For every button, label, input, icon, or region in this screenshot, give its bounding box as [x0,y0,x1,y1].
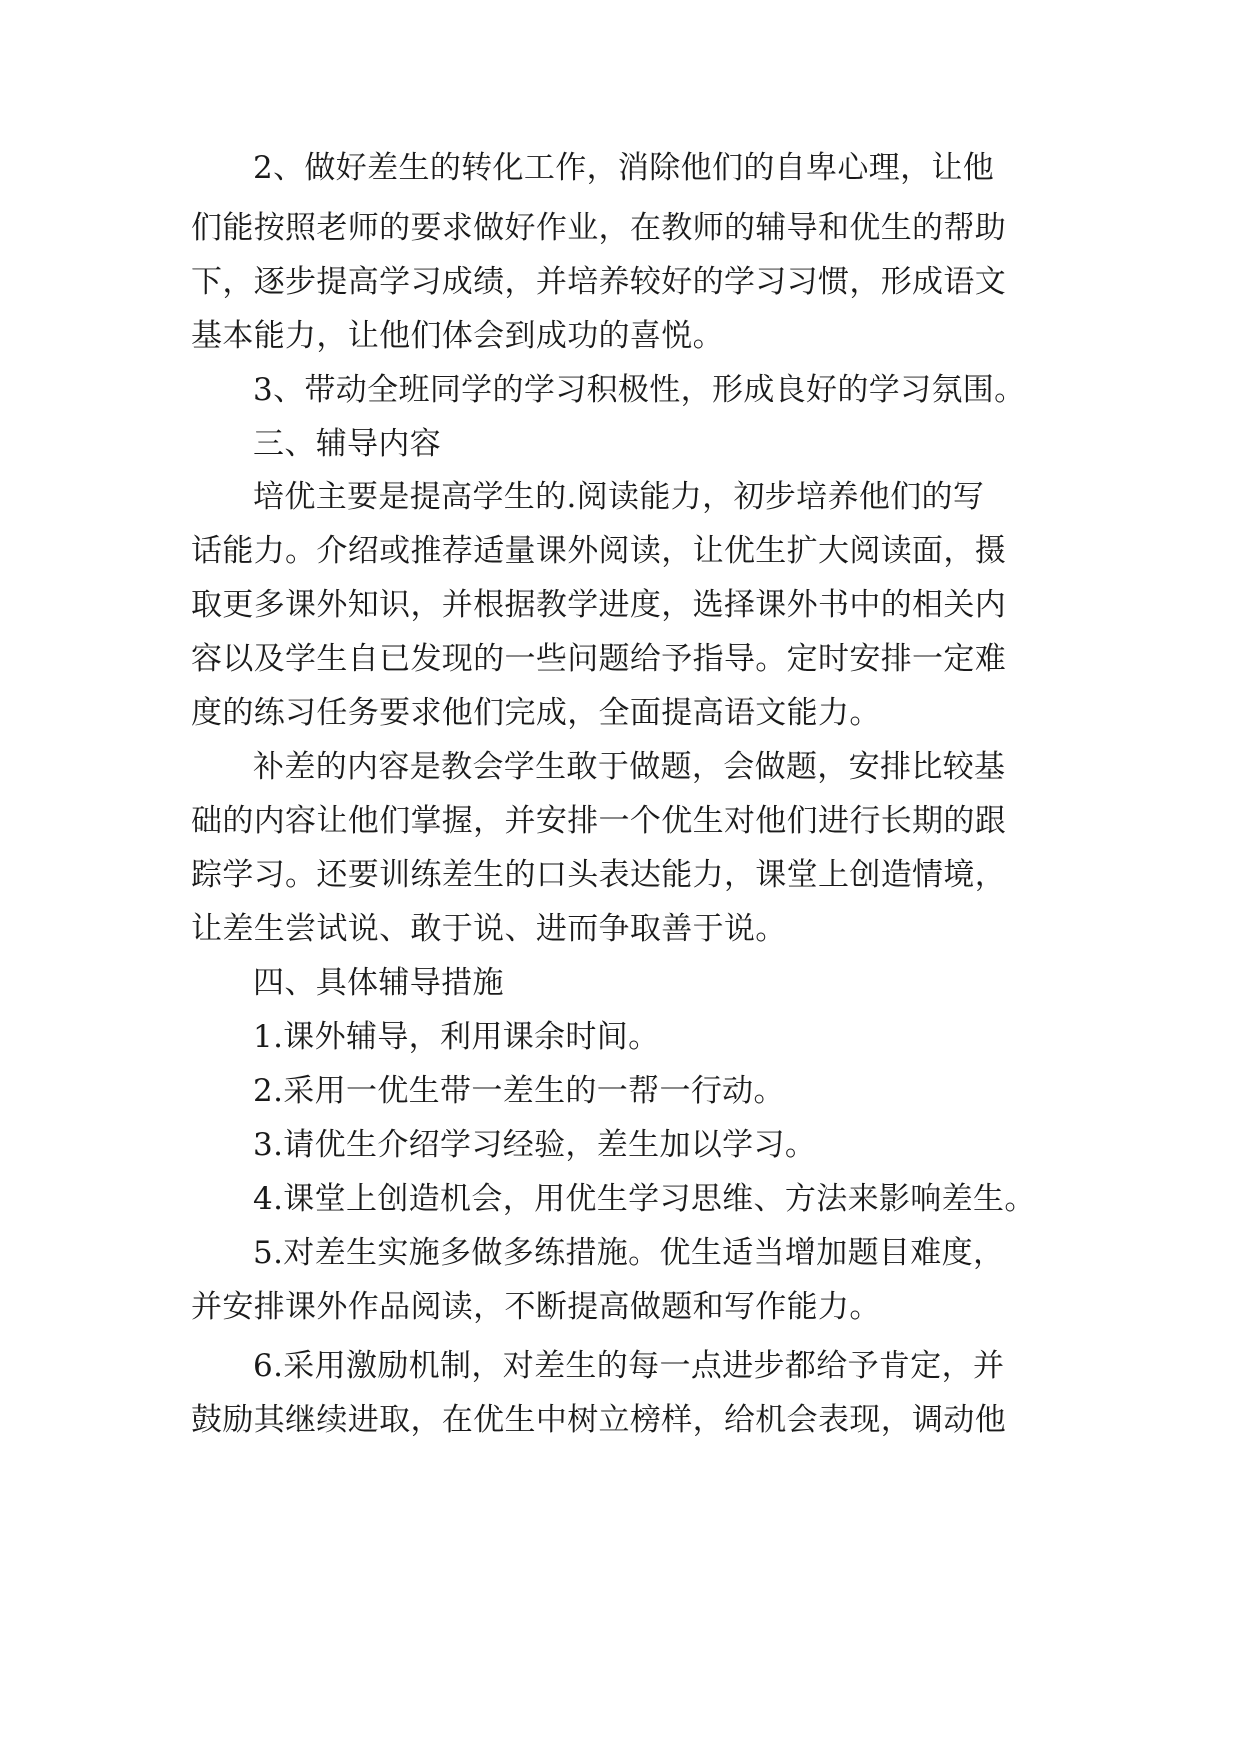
measure-item-2: 2.采用一优生带一差生的一帮一行动。 [253,1073,785,1109]
measure-item-6-line-2: 鼓励其继续进取，在优生中树立榜样，给机会表现，调动他 [191,1402,1007,1438]
paragraph-2-line-4: 基本能力，让他们体会到成功的喜悦。 [191,318,724,354]
paragraph-2-line-1: 2、做好差生的转化工作，消除他们的自卑心理，让他 [253,150,995,186]
paragraph-bucha-line-4: 让差生尝试说、敢于说、进而争取善于说。 [191,911,787,947]
paragraph-bucha-line-3: 踪学习。还要训练差生的口头表达能力，课堂上创造情境， [191,857,1007,893]
paragraph-bucha-line-1: 补差的内容是教会学生敢于做题，会做题，安排比较基 [253,749,1006,785]
paragraph-2-line-2: 们能按照老师的要求做好作业，在教师的辅导和优生的帮助 [191,210,1007,246]
measure-item-4: 4.课堂上创造机会，用优生学习思维、方法来影响差生。 [253,1181,1036,1217]
section-heading-measures: 四、具体辅导措施 [253,965,504,1001]
paragraph-2-line-3: 下，逐步提高学习成绩，并培养较好的学习习惯，形成语文 [191,264,1007,300]
paragraph-peiyou-line-5: 度的练习任务要求他们完成，全面提高语文能力。 [191,695,881,731]
measure-item-5-line-2: 并安排课外作品阅读，不断提高做题和写作能力。 [191,1289,881,1325]
section-heading-tutoring-content: 三、辅导内容 [253,426,442,462]
paragraph-peiyou-line-2: 话能力。介绍或推荐适量课外阅读，让优生扩大阅读面，摄 [191,533,1007,569]
measure-item-5-line-1: 5.对差生实施多做多练措施。优生适当增加题目难度， [253,1235,1005,1271]
paragraph-peiyou-line-1: 培优主要是提高学生的.阅读能力，初步培养他们的写 [253,479,985,515]
paragraph-3-line-1: 3、带动全班同学的学习积极性，形成良好的学习氛围。 [253,372,1026,408]
measure-item-1: 1.课外辅导，利用课余时间。 [253,1019,660,1055]
paragraph-peiyou-line-3: 取更多课外知识，并根据教学进度，选择课外书中的相关内 [191,587,1007,623]
paragraph-peiyou-line-4: 容以及学生自已发现的一些问题给予指导。定时安排一定难 [191,641,1007,677]
measure-item-3: 3.请优生介绍学习经验，差生加以学习。 [253,1127,817,1163]
measure-item-6-line-1: 6.采用激励机制，对差生的每一点进步都给予肯定，并 [253,1348,1005,1384]
paragraph-bucha-line-2: 础的内容让他们掌握，并安排一个优生对他们进行长期的跟 [191,803,1007,839]
